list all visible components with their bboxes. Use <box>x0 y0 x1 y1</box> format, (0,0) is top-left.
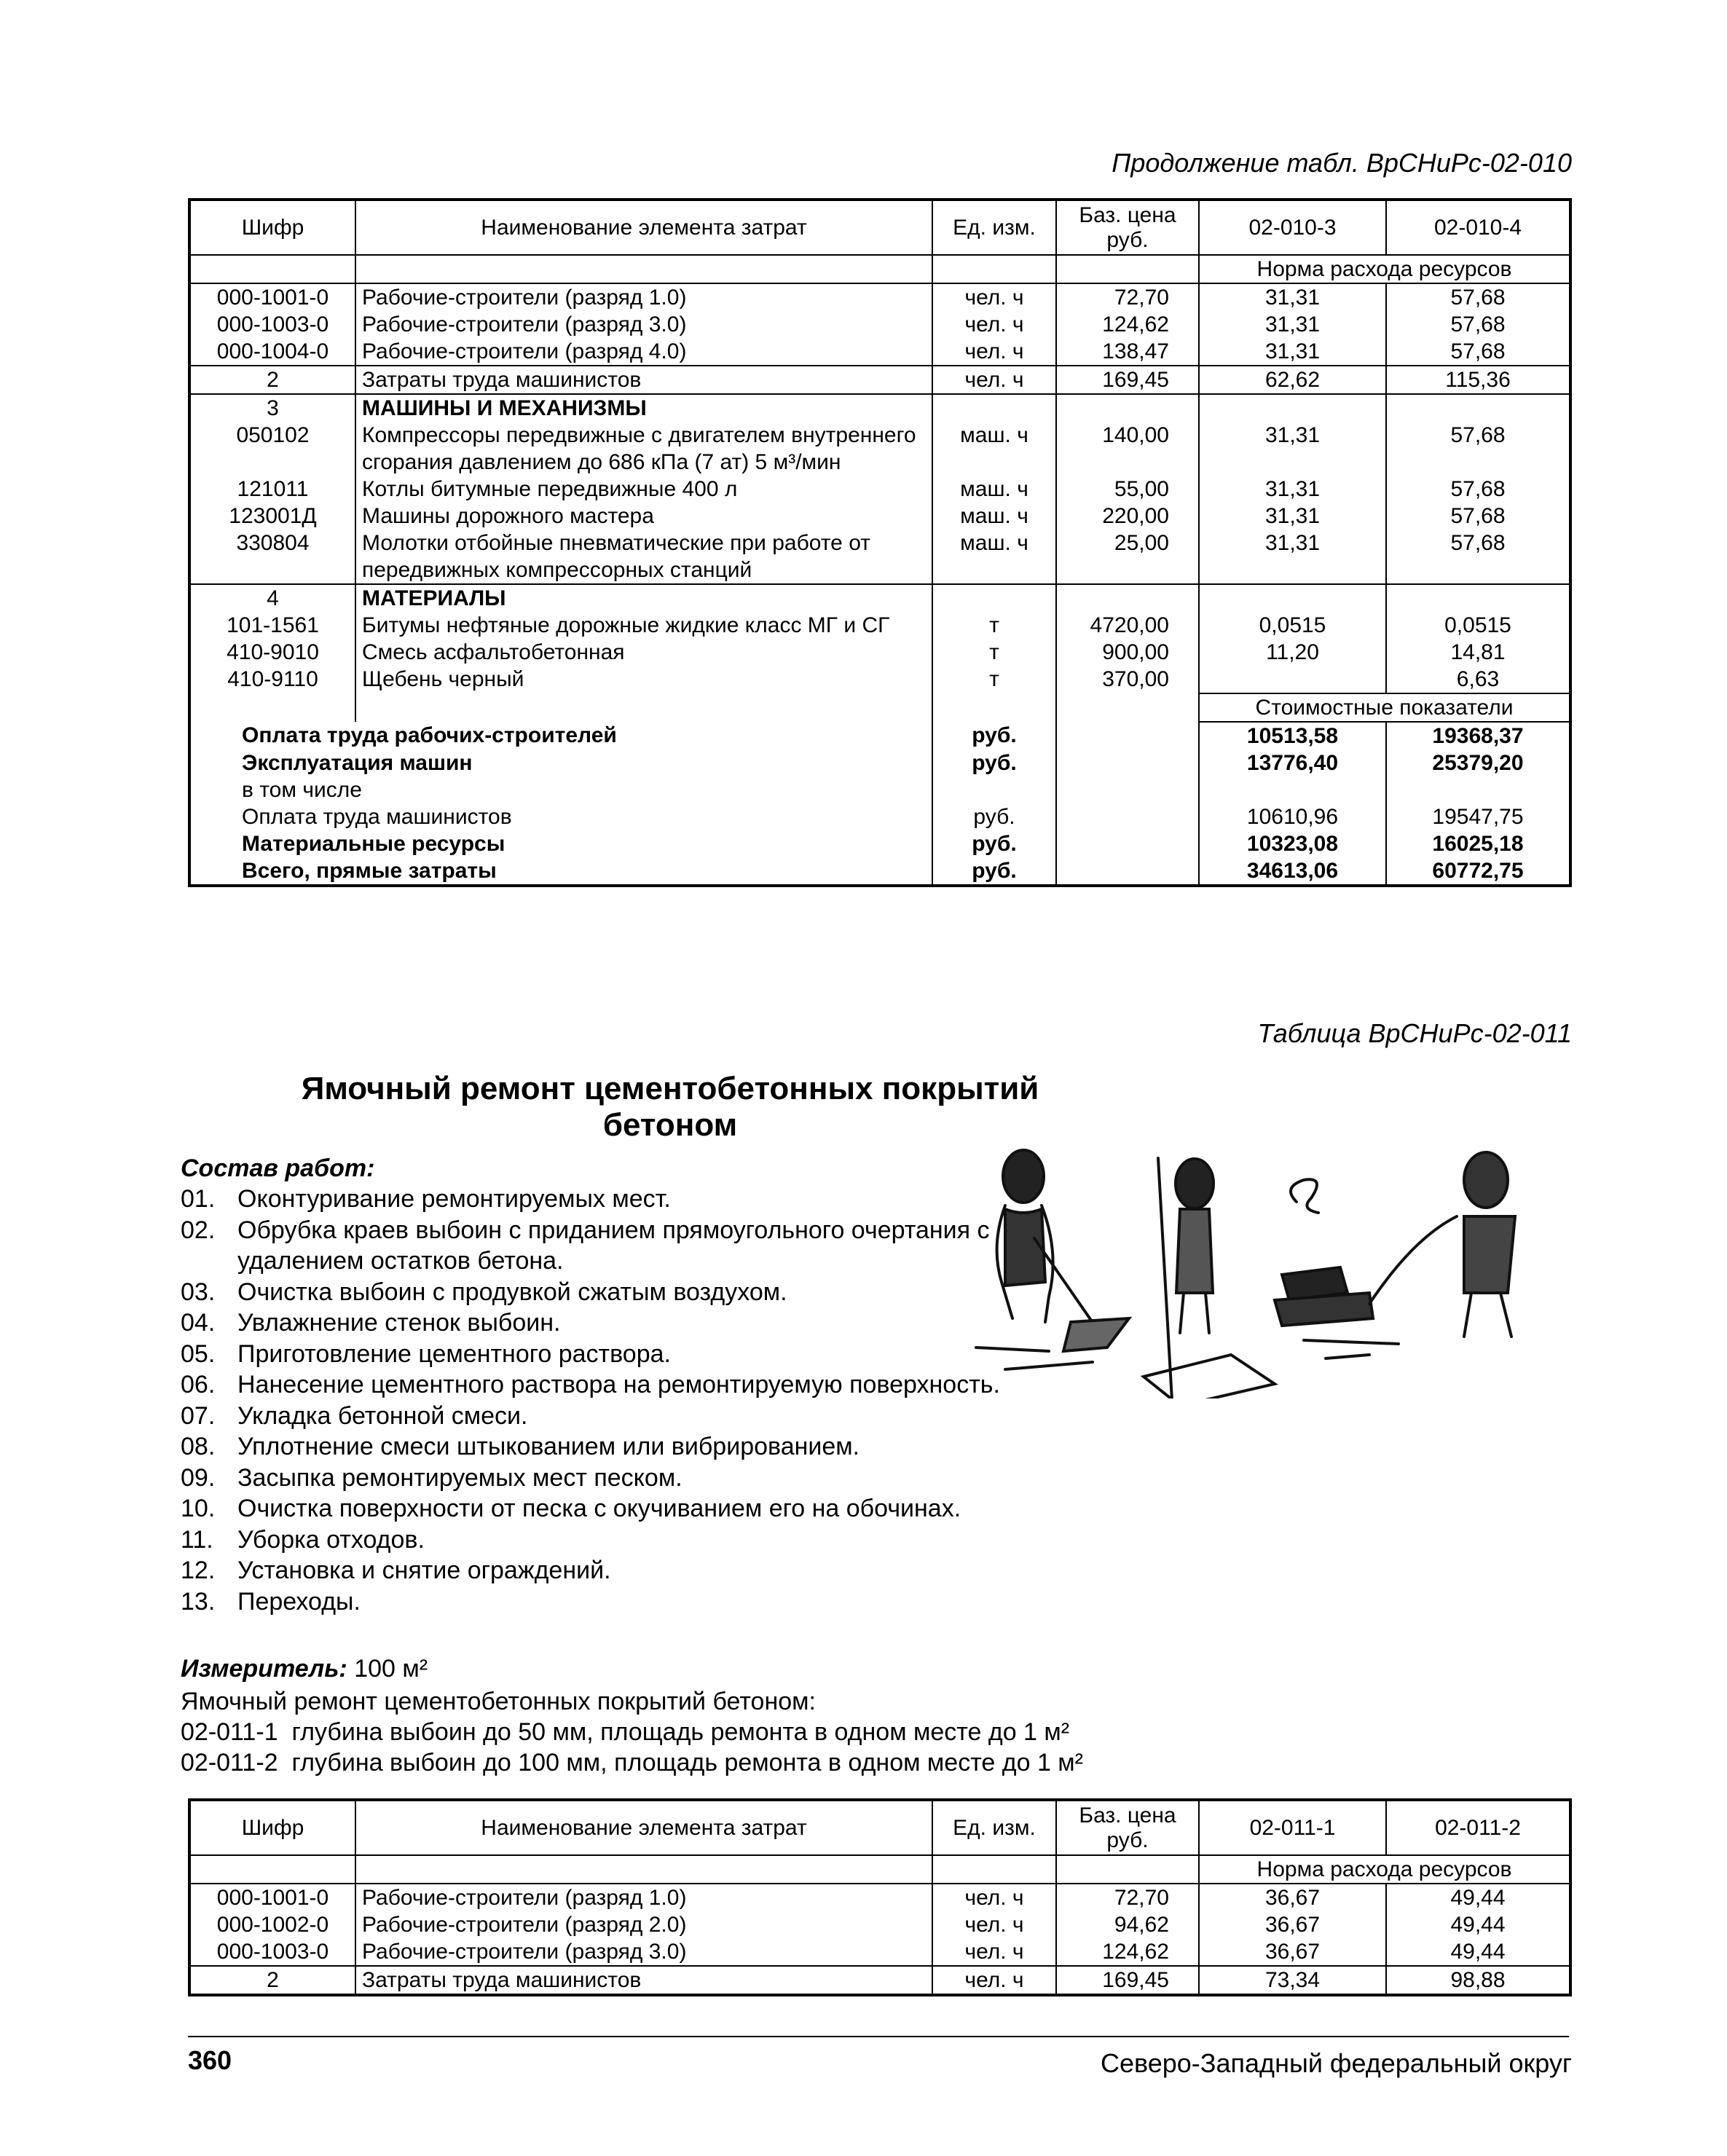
cell-code: 000-1003-0 <box>189 311 355 338</box>
cell-b: 57,68 <box>1386 283 1570 311</box>
cell-unit: т <box>932 666 1056 693</box>
cost-row <box>189 750 1570 776</box>
cell-unit: чел. ч <box>932 283 1056 311</box>
cell-a <box>1199 666 1386 693</box>
cell-code: 000-1002-0 <box>189 1911 355 1938</box>
cell-a: 31,31 <box>1199 530 1386 584</box>
cell-unit: т <box>932 612 1056 639</box>
table-row <box>189 530 1570 584</box>
cell-unit: руб. <box>932 857 1056 886</box>
cell-code: 000-1004-0 <box>189 338 355 366</box>
work-text: Нанесение цементного раствора на ремонтируемую поверхность. <box>237 1371 1000 1398</box>
cell-unit: чел. ч <box>932 311 1056 338</box>
work-item <box>181 1463 1098 1494</box>
cell-unit: руб. <box>932 830 1056 857</box>
work-number: 03. <box>181 1278 216 1306</box>
cell-code: 2 <box>189 366 355 394</box>
cell-name: Щебень черный <box>355 666 932 693</box>
cell-name: Затраты труда машинистов <box>355 366 932 394</box>
work-text: Оконтуривание ремонтируемых мест. <box>237 1185 671 1213</box>
cell-name: Молотки отбойные пневматические при работе от передвижных компрессорных станций <box>355 530 932 584</box>
col-price: Баз. цена руб. <box>1056 1800 1199 1855</box>
cell-b: 49,44 <box>1386 1884 1570 1911</box>
table-row <box>189 1884 1570 1911</box>
cell-empty <box>1199 584 1386 612</box>
cell-name: Битумы нефтяные дорожные жидкие класс МГ и СГ <box>355 612 932 639</box>
cell-code: 410-9010 <box>189 639 355 666</box>
cell-empty <box>1199 394 1386 422</box>
cell-code: 2 <box>189 1966 355 1995</box>
cost-rows <box>189 722 1570 886</box>
cell-code: 330804 <box>189 530 355 584</box>
cell-name: Котлы битумные передвижные 400 л <box>355 476 932 503</box>
section-title: Ямочный ремонт цементобетонных покрытий бетоном <box>301 1071 1039 1143</box>
cell-price: 124,62 <box>1056 1938 1199 1966</box>
cell-b: 49,44 <box>1450 1940 1506 1964</box>
cell-empty <box>1386 394 1570 422</box>
cell-b: 57,68 <box>1450 531 1506 555</box>
cell-price <box>1056 776 1199 803</box>
continuation-caption: Продолжение табл. ВрСНиРс-02-010 <box>1112 148 1572 178</box>
cell-name: Рабочие-строители (разряд 3.0) <box>355 311 932 338</box>
cell-name: Рабочие-строители (разряд 3.0) <box>355 1938 932 1966</box>
cell-b: 60772,75 <box>1432 859 1524 883</box>
col-a: 02-011-1 <box>1199 1800 1386 1855</box>
col-unit: Ед. изм. <box>932 1800 1056 1855</box>
cell-price: 169,45 <box>1056 1966 1199 1995</box>
table-row <box>189 311 1570 338</box>
cell-price: 25,00 <box>1056 530 1199 584</box>
work-text: Уплотнение смеси штыкованием или вибрированием. <box>237 1433 860 1460</box>
cell-a: 31,31 <box>1199 503 1386 530</box>
cell-code: 4 <box>189 584 355 612</box>
cell-unit: маш. ч <box>932 476 1056 503</box>
work-number: 13. <box>181 1587 216 1616</box>
labor-rows <box>189 283 1570 366</box>
cell-unit: чел. ч <box>932 366 1056 394</box>
cell-b: 6,63 <box>1456 667 1500 691</box>
col-unit: Ед. изм. <box>932 200 1056 255</box>
work-number: 06. <box>181 1371 216 1398</box>
norm-label: Норма расхода ресурсов <box>1199 1855 1570 1884</box>
cell-code: 101-1561 <box>189 612 355 639</box>
cell-b: 25379,20 <box>1432 751 1524 775</box>
measure <box>181 1655 428 1683</box>
cost-row <box>189 803 1570 830</box>
work-item <box>181 1524 1098 1556</box>
col-name: Наименование элемента затрат <box>355 1800 932 1855</box>
footer-region: Северо-Западный федеральный округ <box>1100 2048 1572 2078</box>
cell-a: 10323,08 <box>1199 830 1386 857</box>
resource-table-02-011 <box>188 1798 1572 1996</box>
table-row <box>189 666 1570 693</box>
cost-label: Оплата труда машинистов <box>189 803 932 830</box>
cell-empty <box>1386 584 1570 612</box>
cell-b: 57,68 <box>1450 339 1506 363</box>
description <box>181 1686 1083 1778</box>
cell-unit: маш. ч <box>932 503 1056 530</box>
cell-unit: руб. <box>932 722 1056 750</box>
work-number: 11. <box>181 1525 213 1554</box>
cell-name: МАТЕРИАЛЫ <box>355 584 932 612</box>
cell-name: Затраты труда машинистов <box>355 1966 932 1995</box>
cell-a: 36,67 <box>1199 1911 1386 1938</box>
cell-price: 220,00 <box>1056 503 1199 530</box>
work-number: 04. <box>181 1309 216 1337</box>
cell-b: 57,68 <box>1450 312 1506 337</box>
cell-unit: чел. ч <box>932 338 1056 366</box>
cell-price: 55,00 <box>1056 476 1199 503</box>
section-row <box>189 584 1570 612</box>
cell-unit: маш. ч <box>932 530 1056 584</box>
cell-b: 14,81 <box>1450 640 1506 664</box>
drivers-row <box>189 1966 1570 1995</box>
cell-code: 000-1001-0 <box>189 1884 355 1911</box>
work-item <box>181 1215 1098 1277</box>
cell-unit: руб. <box>932 803 1056 830</box>
cell-code: 050102 <box>189 422 355 476</box>
cell-price: 94,62 <box>1056 1911 1199 1938</box>
cell-a: 31,31 <box>1199 422 1386 476</box>
cost-row <box>189 776 1570 803</box>
work-text: Установка и снятие ограждений. <box>237 1557 611 1584</box>
cell-price: 4720,00 <box>1056 612 1199 639</box>
cell-a: 36,67 <box>1199 1938 1386 1966</box>
cell-a: 36,67 <box>1199 1884 1386 1911</box>
machine-rows <box>189 422 1570 584</box>
col-code: Шифр <box>189 1800 355 1855</box>
page-number: 360 <box>188 2045 232 2075</box>
work-item <box>181 1184 1098 1215</box>
cell-price <box>1056 857 1199 886</box>
work-text: Засыпка ремонтируемых мест песком. <box>237 1463 682 1492</box>
measure-label: Измеритель: <box>181 1655 347 1683</box>
cell-code: 000-1001-0 <box>189 283 355 311</box>
cell-a <box>1199 776 1386 803</box>
workers-illustration <box>961 1136 1573 1398</box>
work-text: Приготовление цементного раствора. <box>237 1339 671 1368</box>
cell-unit: чел. ч <box>932 1911 1056 1938</box>
cell-name: Машины дорожного мастера <box>355 503 932 530</box>
cell-b: 57,68 <box>1450 504 1506 528</box>
col-price: Баз. цена руб. <box>1056 200 1199 255</box>
desc-intro: Ямочный ремонт цементобетонных покрытий бетоном: <box>181 1688 816 1715</box>
cell-name: Компрессоры передвижные с двигателем внутреннего сгорания давлением до 686 кПа (7 ат) 5 м³/мин <box>355 422 932 476</box>
cell-name: Рабочие-строители (разряд 2.0) <box>355 1911 932 1938</box>
resource-table-02-010 <box>188 198 1572 887</box>
work-text: Переходы. <box>237 1587 361 1616</box>
cell-price: 140,00 <box>1056 422 1199 476</box>
works-label: Состав работ: <box>181 1154 375 1182</box>
cost-row <box>189 857 1570 886</box>
cell-unit: руб. <box>932 750 1056 776</box>
work-number: 05. <box>181 1339 216 1368</box>
material-rows <box>189 612 1570 693</box>
cell-b: 49,44 <box>1450 1913 1506 1937</box>
cell-unit: маш. ч <box>932 422 1056 476</box>
cell-code: 410-9110 <box>189 666 355 693</box>
norm-label: Норма расхода ресурсов <box>1199 255 1570 283</box>
col-b: 02-010-4 <box>1386 200 1570 255</box>
cell-b: 19547,75 <box>1432 805 1524 829</box>
cell-name: Рабочие-строители (разряд 4.0) <box>355 338 932 366</box>
cost-label: Эксплуатация машин <box>189 750 932 776</box>
cell-unit: т <box>932 639 1056 666</box>
cell-code: 3 <box>189 394 355 422</box>
cell-b: 115,36 <box>1386 366 1570 394</box>
cell-a: 62,62 <box>1199 366 1386 394</box>
cell-price <box>1056 750 1199 776</box>
cell-b: 16025,18 <box>1432 832 1524 856</box>
cost-label: Оплата труда рабочих-строителей <box>189 722 932 750</box>
col-name: Наименование элемента затрат <box>355 200 932 255</box>
work-item <box>181 1369 1098 1401</box>
cell-price <box>1056 830 1199 857</box>
cell-code: 000-1003-0 <box>189 1938 355 1966</box>
work-item <box>181 1339 1098 1370</box>
cell-a: 31,31 <box>1199 476 1386 503</box>
work-number: 02. <box>181 1216 216 1244</box>
work-text: Увлажнение стенок выбоин. <box>237 1309 561 1337</box>
labor-rows <box>189 1884 1570 1966</box>
cell-price: 72,70 <box>1056 1884 1199 1911</box>
work-number: 01. <box>181 1185 216 1213</box>
work-number: 07. <box>181 1401 216 1430</box>
cell-price: 169,45 <box>1056 366 1199 394</box>
cell-a: 13776,40 <box>1199 750 1386 776</box>
cell-a: 31,31 <box>1199 338 1386 366</box>
work-item <box>181 1586 1098 1618</box>
desc-line: 02-011-1 глубина выбоин до 50 мм, площадь ремонта в одном месте до 1 м² <box>181 1718 1070 1746</box>
col-a: 02-010-3 <box>1199 200 1386 255</box>
cell-empty <box>932 584 1056 612</box>
cost-label: Всего, прямые затраты <box>189 857 932 886</box>
cost-label: в том числе <box>189 776 932 803</box>
section-row <box>189 394 1570 422</box>
cell-price: 370,00 <box>1056 666 1199 693</box>
work-text: Очистка выбоин с продувкой сжатым воздухом. <box>237 1278 787 1306</box>
col-b: 02-011-2 <box>1386 1800 1570 1855</box>
cell-a: 0,0515 <box>1199 612 1386 639</box>
cell-empty <box>932 394 1056 422</box>
work-item <box>181 1307 1098 1339</box>
cell-price: 138,47 <box>1056 338 1199 366</box>
table-row <box>189 612 1570 639</box>
table-row <box>189 1938 1570 1966</box>
cost-row <box>189 722 1570 750</box>
cell-b: 57,68 <box>1450 477 1506 501</box>
cost-row <box>189 830 1570 857</box>
cell-code: 123001Д <box>189 503 355 530</box>
table-row <box>189 283 1570 311</box>
work-number: 10. <box>181 1495 216 1522</box>
drivers-row <box>189 366 1570 394</box>
work-item <box>181 1277 1098 1308</box>
work-text: Обрубка краев выбоин с приданием прямоугольного очертания с удалением остатков бетона. <box>237 1216 990 1275</box>
work-text: Очистка поверхности от песка с окучиванием его на обочинах. <box>237 1495 961 1522</box>
cell-b <box>1386 776 1570 803</box>
table-row <box>189 422 1570 476</box>
cell-empty <box>1056 584 1199 612</box>
work-text: Уборка отходов. <box>237 1525 425 1554</box>
footer-rule <box>188 2036 1569 2037</box>
col-code: Шифр <box>189 200 355 255</box>
cell-b: 0,0515 <box>1444 613 1511 637</box>
cell-a: 10610,96 <box>1199 803 1386 830</box>
work-number: 08. <box>181 1433 216 1460</box>
cell-a: 34613,06 <box>1199 857 1386 886</box>
cell-name: Рабочие-строители (разряд 1.0) <box>355 283 932 311</box>
cell-price: 900,00 <box>1056 639 1199 666</box>
cell-a: 31,31 <box>1199 283 1386 311</box>
cell-unit <box>932 776 1056 803</box>
cell-unit: чел. ч <box>932 1938 1056 1966</box>
cell-a: 11,20 <box>1199 639 1386 666</box>
table-caption: Таблица ВрСНиРс-02-011 <box>1257 1018 1572 1048</box>
cell-a: 73,34 <box>1199 1966 1386 1995</box>
cell-empty <box>1056 394 1199 422</box>
cell-name: МАШИНЫ И МЕХАНИЗМЫ <box>355 394 932 422</box>
cell-a: 31,31 <box>1199 311 1386 338</box>
table-row <box>189 1966 1570 1995</box>
cell-price <box>1056 722 1199 750</box>
measure-value: 100 м² <box>354 1655 428 1683</box>
work-text: Укладка бетонной смеси. <box>237 1401 528 1430</box>
work-item <box>181 1493 1098 1524</box>
machines-header <box>189 394 1570 422</box>
desc-line: 02-011-2 глубина выбоин до 100 мм, площадь ремонта в одном месте до 1 м² <box>181 1749 1084 1777</box>
cell-b: 57,68 <box>1450 423 1506 447</box>
table-row <box>189 476 1570 503</box>
cell-name: Смесь асфальтобетонная <box>355 639 932 666</box>
work-item <box>181 1431 1098 1463</box>
work-number: 09. <box>181 1463 216 1492</box>
table-row <box>189 338 1570 366</box>
cell-b: 98,88 <box>1386 1966 1570 1995</box>
works-list <box>181 1184 1098 1617</box>
cost-label: Материальные ресурсы <box>189 830 932 857</box>
cell-name: Рабочие-строители (разряд 1.0) <box>355 1884 932 1911</box>
cell-a: 10513,58 <box>1199 722 1386 750</box>
cost-label: Стоимостные показатели <box>1199 693 1570 722</box>
table-row <box>189 366 1570 394</box>
materials-header <box>189 584 1570 612</box>
cell-unit: чел. ч <box>932 1966 1056 1995</box>
work-item <box>181 1555 1098 1586</box>
table-row <box>189 1911 1570 1938</box>
cell-code: 121011 <box>189 476 355 503</box>
cell-b: 19368,37 <box>1432 724 1524 748</box>
table-row <box>189 639 1570 666</box>
cell-price: 72,70 <box>1056 283 1199 311</box>
cell-price: 124,62 <box>1056 311 1199 338</box>
cell-unit: чел. ч <box>932 1884 1056 1911</box>
work-number: 12. <box>181 1557 216 1584</box>
cell-price <box>1056 803 1199 830</box>
table-row <box>189 503 1570 530</box>
work-item <box>181 1401 1098 1432</box>
